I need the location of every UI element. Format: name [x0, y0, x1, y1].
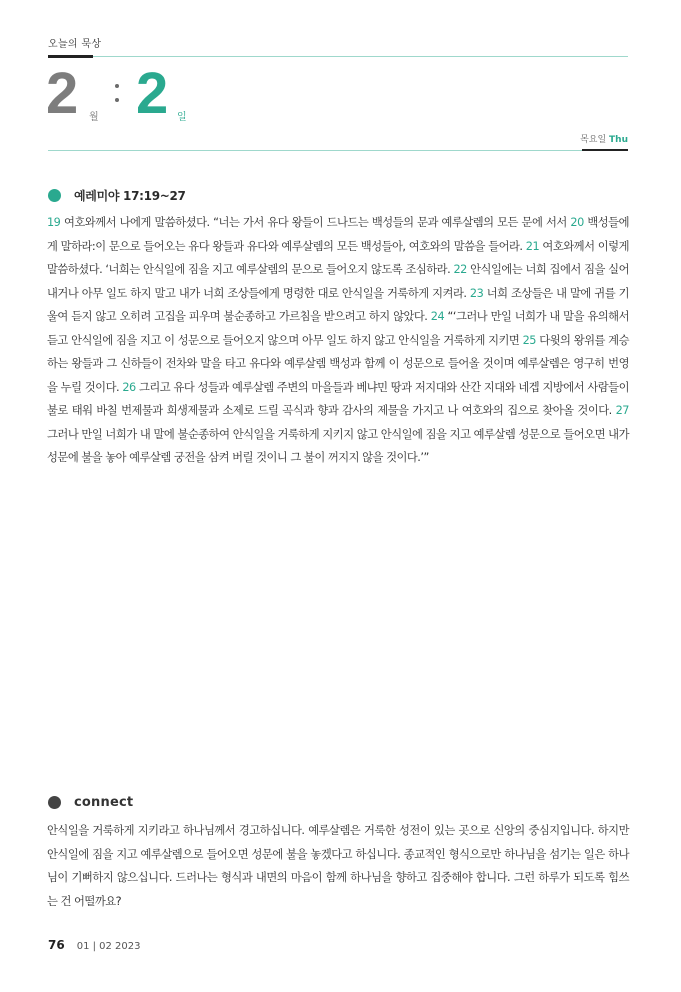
date-display	[46, 62, 446, 126]
scripture-reference: 예레미야 17:19~27	[74, 189, 186, 203]
verse-text: 그리고 유다 성들과 예루살렘 주변의 마을들과 베냐민 땅과 저지대와 산간 지대와 네겝 지방에서 사람들이 불로 태워 바칠 번제물과 희생제물과 소제로 드릴 곡식과 향과 감사의 제물을 가지고 나 여호와의 집으로 찾아올 것이다.	[47, 380, 629, 417]
page-footer	[48, 938, 141, 952]
bullet-icon	[48, 189, 61, 202]
verse-number: 22	[453, 263, 467, 276]
verse-text: 여호와께서 나에게 말씀하셨다. “너는 가서 유다 왕들이 드나드는 백성들의 문과 예루살렘의 모든 문에 서서	[60, 216, 571, 229]
verse-number: 19	[47, 216, 61, 229]
section-label: 오늘의 묵상	[48, 39, 102, 50]
verse-number: 24	[430, 310, 445, 323]
verse-text: 여호와께서 이렇게 말씀하셨다. ‘너희는 안식일에 짐을 지고 예루살렘의 문으로 들어오지 않도록 조심하라.	[47, 239, 629, 276]
weekday-korean: 목요일	[580, 135, 607, 145]
bullet-icon	[48, 796, 61, 809]
weekday	[580, 132, 628, 145]
weekday-english: Thu	[609, 135, 628, 145]
day-label: 일	[177, 112, 187, 123]
verse-number: 20	[570, 216, 584, 229]
page-number: 76	[48, 938, 65, 952]
issue-date: 01 | 02 2023	[76, 941, 141, 952]
verse-text: 다윗의 왕위를 계승하는 왕들과 그 신하들이 전차와 말을 타고 유다와 예루살렘 백성과 함께 이 성문으로 들어올 것이며 예루살렘은 영구히 번영을 누릴 것이다.	[47, 333, 630, 394]
month-label: 월	[89, 112, 99, 123]
verse-text: 너희 조상들은 내 말에 귀를 기울여 듣지 않고 오히려 고집을 피우며 불순종하고 가르침을 받으려고 하지 않았다.	[47, 286, 629, 323]
verse-text: “‘그러나 만일 너희가 내 말을 유의해서 듣고 안식일에 짐을 지고 이 성문으로 들어오지 않으며 아무 일도 하지 않고 안식일을 거룩하게 지키면	[47, 310, 630, 347]
verse-text: 백성들에게 말하라:이 문으로 들어오는 유다 왕들과 유다와 예루살렘의 모든 백성들아, 여호와의 말씀을 들어라.	[47, 216, 630, 253]
connect-body: 안식일을 거룩하게 지키라고 하나님께서 경고하십니다. 예루살렘은 거룩한 성전이 있는 곳으로 신앙의 중심지입니다. 하지만 안식일에 짐을 지고 예루살렘으로 들어오면 성문에 불을 놓겠다고 하십니다. 종교적인 형식으로만 하나님을 섬기는 일은 하나님이 기뻐하지 않으십니다. 드러나는 형식과 내면의 마음이 함께 하나님을 향하고 집중해야 합니다. 그런 하루가 되도록 힘쓰는 건 어떨까요?	[47, 824, 629, 908]
verse-number: 21	[525, 239, 540, 253]
weekday-divider	[48, 150, 628, 151]
header-divider-accent	[48, 55, 93, 58]
verse-text: 안식일에는 너희 집에서 짐을 실어내거나 아무 일도 하지 말고 내가 너희 조상들에게 명령한 대로 안식일을 거룩하게 지켜라.	[47, 263, 629, 300]
verse-text: 그러나 만일 너희가 내 말에 불순종하여 안식일을 거룩하게 지키지 않고 안식일에 짐을 지고 예루살렘 성문으로 들어오면 내가 성문에 불을 놓아 예루살렘 궁전을 삼켜 버릴 것이니 그 불이 꺼지지 않을 것이다.’”	[47, 427, 629, 464]
header-divider	[48, 56, 628, 57]
verse-number: 23	[469, 286, 484, 300]
connect-heading	[48, 795, 133, 810]
connect-title: connect	[74, 795, 134, 810]
verse-number: 25	[522, 333, 536, 347]
weekday-divider-accent	[582, 149, 628, 151]
verse-number: 27	[615, 404, 629, 417]
scripture-heading	[48, 187, 186, 204]
scripture-text	[47, 211, 629, 470]
verse-number: 26	[122, 380, 136, 394]
date-separator	[115, 84, 119, 112]
day-number: 2	[136, 61, 169, 126]
month-number: 2	[46, 61, 79, 126]
